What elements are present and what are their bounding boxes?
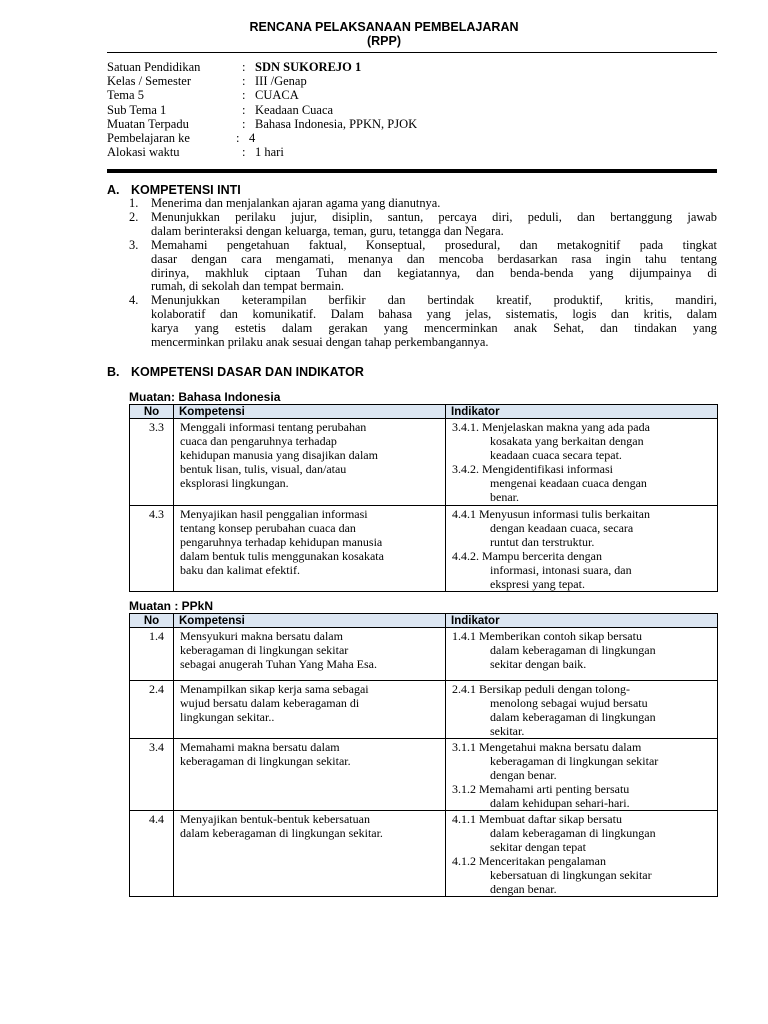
table-row <box>130 681 718 739</box>
section-a-title: KOMPETENSI INTI <box>131 183 241 197</box>
section-a-heading <box>107 183 241 197</box>
cell-no: 4.4 <box>130 811 174 897</box>
ki-list-item <box>129 294 717 350</box>
cell-no: 2.4 <box>130 681 174 739</box>
section-a-letter: A. <box>107 183 120 197</box>
ki-item-line: Memahami pengetahuan faktual, Konseptual, prosedural, dan metakognitif pada tingkat <box>151 237 717 252</box>
indikator-continuation: dalam keberagaman di lingkungan <box>490 643 656 657</box>
kompetensi-line: kehidupan manusia yang disajikan dalam <box>180 448 378 462</box>
cell-indikator <box>446 739 718 811</box>
ki-list-item <box>129 197 717 211</box>
indikator-item: 3.4.2. Mengidentifikasi informasi <box>452 462 613 476</box>
indikator-continuation: keadaan cuaca secara tepat. <box>490 448 622 462</box>
title-line-1: RENCANA PELAKSANAAN PEMBELAJARAN <box>249 20 519 34</box>
kompetensi-line: keberagaman di lingkungan sekitar. <box>180 754 351 768</box>
cell-kompetensi <box>174 739 446 811</box>
kompetensi-line: dalam bentuk tulis menggunakan kosakata <box>180 549 384 563</box>
header-no: No <box>130 614 174 628</box>
ki-item-line: dalam berinteraksi dengan keluarga, teman, guru, tetangga dan Negara. <box>151 223 504 238</box>
indikator-continuation: runtut dan terstruktur. <box>490 535 595 549</box>
indikator-continuation: dengan benar. <box>490 882 557 896</box>
indikator-continuation: ekspresi yang tepat. <box>490 577 585 591</box>
table-row <box>130 739 718 811</box>
identity-value: CUACA <box>255 88 299 103</box>
table-row <box>130 811 718 897</box>
header-kompetensi: Kompetensi <box>174 614 446 628</box>
cell-no: 3.3 <box>130 419 174 506</box>
document-title <box>0 20 768 48</box>
identity-label: Pembelajaran ke <box>107 130 190 145</box>
cell-kompetensi <box>174 506 446 592</box>
ki-item-line: Menerima dan menjalankan ajaran agama yang dianutnya. <box>151 196 441 210</box>
cell-kompetensi <box>174 628 446 681</box>
kompetensi-line: baku dan kalimat efektif. <box>180 563 300 577</box>
kompetensi-line: pengaruhnya terhadap kehidupan manusia <box>180 535 383 549</box>
identity-label: Satuan Pendidikan <box>107 60 201 74</box>
identity-colon: : <box>236 130 240 145</box>
cell-indikator <box>446 811 718 897</box>
table-row <box>130 628 718 681</box>
ki-item-line: dirinya, makhluk ciptaan Tuhan dan kegiatannya, dan benda-benda yang dijumpainya di <box>151 265 717 280</box>
identity-value: Keadaan Cuaca <box>255 102 334 117</box>
cell-indikator <box>446 419 718 506</box>
indikator-continuation: sekitar. <box>490 724 525 738</box>
ki-item-line: kolaboratif dan komunikatif. Dalam bahasa yang jelas, sistematis, logis dan kritis, dalam <box>151 307 717 322</box>
header-indikator: Indikator <box>446 405 718 419</box>
indikator-item: 3.4.1. Menjelaskan makna yang ada pada <box>452 420 650 434</box>
indikator-continuation: dengan benar. <box>490 768 557 782</box>
identity-value: III /Genap <box>255 74 307 89</box>
kompetensi-line: Memahami makna bersatu dalam <box>180 740 340 754</box>
kompetensi-line: Menyajikan bentuk-bentuk kebersatuan <box>180 812 370 826</box>
indikator-item: 1.4.1 Memberikan contoh sikap bersatu <box>452 629 642 643</box>
header-rule <box>107 52 717 53</box>
identity-label: Tema 5 <box>107 88 144 103</box>
identity-colon: : <box>242 116 246 131</box>
kompetensi-line: eksplorasi lingkungan. <box>180 476 289 490</box>
indikator-continuation: menolong sebagai wujud bersatu <box>490 696 648 710</box>
identity-colon: : <box>242 74 246 89</box>
identity-value: Bahasa Indonesia, PPKN, PJOK <box>255 116 418 131</box>
header-indikator: Indikator <box>446 614 718 628</box>
indikator-item: 3.1.1 Mengetahui makna bersatu dalam <box>452 740 642 754</box>
identity-label: Alokasi waktu <box>107 145 180 160</box>
indikator-continuation: mengenai keadaan cuaca dengan <box>490 476 647 490</box>
table-header-row <box>130 614 718 628</box>
ki-item-number: 2. <box>129 209 139 224</box>
indikator-item: 4.1.1 Membuat daftar sikap bersatu <box>452 812 622 826</box>
indikator-continuation: benar. <box>490 490 519 504</box>
title-line-2: (RPP) <box>366 34 402 48</box>
table-header-row <box>130 405 718 419</box>
section-b-heading <box>107 365 364 379</box>
indikator-continuation: dengan keadaan cuaca, secara <box>490 521 634 535</box>
ki-item-number: 3. <box>129 237 139 252</box>
subject-ppkn: Muatan : PPkN <box>129 599 214 613</box>
cell-indikator <box>446 628 718 681</box>
kompetensi-line: keberagaman di lingkungan sekitar <box>180 643 349 657</box>
indikator-continuation: sekitar dengan baik. <box>490 657 587 671</box>
indikator-item: 4.4.1 Menyusun informasi tulis berkaitan <box>452 507 650 521</box>
identity-value: 4 <box>249 130 256 145</box>
kompetensi-line: Menggali informasi tentang perubahan <box>180 420 367 434</box>
table-row <box>130 419 718 506</box>
section-b-letter: B. <box>107 365 120 379</box>
ki-list-item <box>129 211 717 239</box>
indikator-continuation: kosakata yang berkaitan dengan <box>490 434 644 448</box>
indikator-item: 3.1.2 Memahami arti penting bersatu <box>452 782 630 796</box>
ki-item-line: karya yang estetis dalam gerakan yang mencerminkan anak Sehat, dan tindakan yang <box>151 321 717 336</box>
identity-colon: : <box>242 145 246 160</box>
ki-item-line: mencerminkan prilaku anak sesuai dengan tahap perkembangannya. <box>151 335 489 350</box>
indikator-item: 4.1.2 Menceritakan pengalaman <box>452 854 606 868</box>
kompetensi-line: bentuk lisan, tulis, visual, dan/atau <box>180 462 347 476</box>
cell-kompetensi <box>174 811 446 897</box>
ki-item-number: 4. <box>129 293 139 308</box>
cell-kompetensi <box>174 419 446 506</box>
indikator-continuation: dalam keberagaman di lingkungan <box>490 826 656 840</box>
indikator-item: 2.4.1 Bersikap peduli dengan tolong- <box>452 682 630 696</box>
cell-no: 1.4 <box>130 628 174 681</box>
indikator-continuation: informasi, intonasi suara, dan <box>490 563 632 577</box>
kd-table-ppkn <box>129 613 718 897</box>
kompetensi-line: wujud bersatu dalam keberagaman di <box>180 696 360 710</box>
ki-list-item <box>129 239 717 295</box>
section-b-title: KOMPETENSI DASAR DAN INDIKATOR <box>131 365 364 379</box>
indikator-item: 4.4.2. Mampu bercerita dengan <box>452 549 602 563</box>
indikator-continuation: kebersatuan di lingkungan sekitar <box>490 868 652 882</box>
kompetensi-line: tentang konsep perubahan cuaca dan <box>180 521 356 535</box>
indikator-continuation: keberagaman di lingkungan sekitar <box>490 754 659 768</box>
ki-item-number: 1. <box>129 196 139 210</box>
header-kompetensi: Kompetensi <box>174 405 446 419</box>
subject-bahasa-indonesia: Muatan: Bahasa Indonesia <box>129 390 281 404</box>
identity-colon: : <box>242 60 246 74</box>
ki-item-line: dasar dengan cara mengamati, menanya dan mencoba berdasarkan rasa ingin tahu tentang <box>151 251 717 266</box>
identity-label: Kelas / Semester <box>107 74 192 89</box>
cell-indikator <box>446 681 718 739</box>
ki-item-line: Menunjukkan perilaku jujur, disiplin, santun, percaya diri, peduli, dan bertanggung jawab <box>151 209 717 224</box>
table-row <box>130 506 718 592</box>
indikator-continuation: sekitar dengan tepat <box>490 840 586 854</box>
cell-indikator <box>446 506 718 592</box>
cell-no: 4.3 <box>130 506 174 592</box>
identity-colon: : <box>242 102 246 117</box>
kompetensi-line: cuaca dan pengaruhnya terhadap <box>180 434 337 448</box>
kompetensi-line: Mensyukuri makna bersatu dalam <box>180 629 343 643</box>
kompetensi-line: sebagai anugerah Tuhan Yang Maha Esa. <box>180 657 377 671</box>
ki-item-line: rumah, di sekolah dan tempat bermain. <box>151 279 345 294</box>
kd-table-bahasa-indonesia <box>129 404 718 592</box>
kompetensi-inti-list <box>129 197 717 350</box>
indikator-continuation: dalam kehidupan sehari-hari. <box>490 796 630 810</box>
kompetensi-line: Menampilkan sikap kerja sama sebagai <box>180 682 369 696</box>
header-no: No <box>130 405 174 419</box>
identity-value: SDN SUKOREJO 1 <box>255 60 362 74</box>
kompetensi-line: lingkungan sekitar.. <box>180 710 275 724</box>
identity-colon: : <box>242 88 246 103</box>
kompetensi-line: dalam keberagaman di lingkungan sekitar. <box>180 826 383 840</box>
ki-item-line: Menunjukkan keterampilan berfikir dan bertindak kreatif, produktif, kritis, mandiri, <box>151 293 717 308</box>
identity-bottom-rule <box>107 169 717 173</box>
cell-kompetensi <box>174 681 446 739</box>
indikator-continuation: dalam keberagaman di lingkungan <box>490 710 656 724</box>
identity-label: Sub Tema 1 <box>107 102 167 117</box>
identity-value: 1 hari <box>255 145 284 160</box>
identity-label: Muatan Terpadu <box>107 116 189 131</box>
cell-no: 3.4 <box>130 739 174 811</box>
kompetensi-line: Menyajikan hasil penggalian informasi <box>180 507 368 521</box>
